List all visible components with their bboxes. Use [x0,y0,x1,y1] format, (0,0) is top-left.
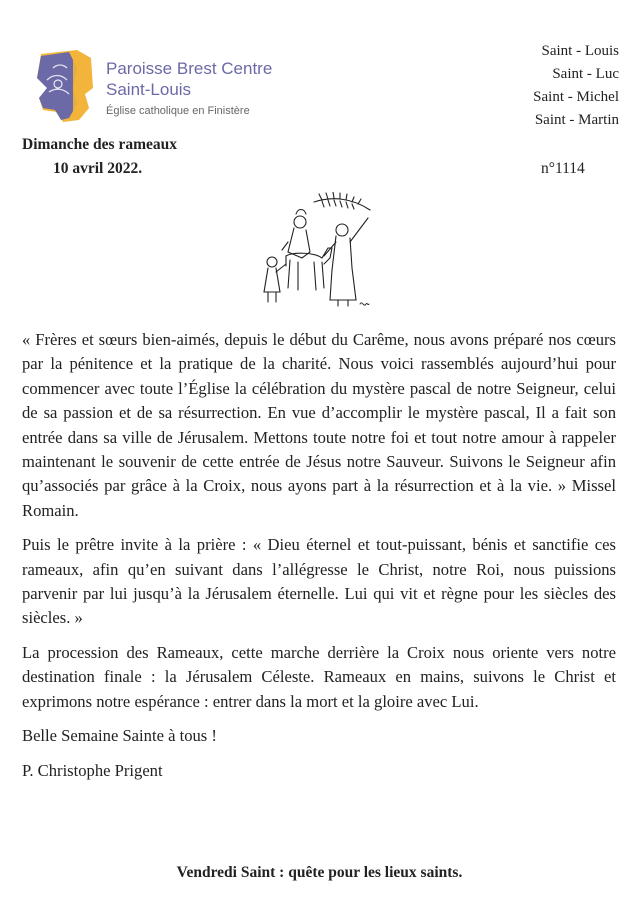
parish-tagline: Église catholique en Finistère [106,105,250,117]
body-paragraph: La procession des Rameaux, cette marche derrière la Croix nous oriente vers notre destination finale : la Jérusalem Céleste. Rameaux en mains, suivons le Christ et exprimons notre espérance : entrer dans la mort et la gloire avec Lui. [22,642,616,711]
parish-list [533,40,619,132]
bulletin-date: 10 avril 2022. [53,160,143,177]
parish-item: Saint - Louis [541,43,619,59]
bulletin-body [22,328,616,797]
palm-sunday-illustration [252,192,380,312]
parish-logo-icon [33,48,103,124]
body-paragraph: Belle Semaine Sainte à tous ! [22,726,217,746]
parish-item: Saint - Michel [533,89,619,105]
bulletin-occasion: Dimanche des rameaux [22,136,177,153]
parish-item: Saint - Luc [552,66,619,82]
bulletin-issue-number: n°1114 [541,160,585,177]
parish-item: Saint - Martin [534,112,619,128]
body-paragraph: Puis le prêtre invite à la prière : « Dieu éternel et tout-puissant, bénis et sanctifie ces rameaux, afin qu’en suivant dans l’allégresse le Christ, notre Roi, nous puissions parvenir par lui jusqu’à la Jérusalem éternelle. Lui qui vit et règne pour les siècles des siècles. » [22,535,616,628]
body-paragraph: « Frères et sœurs bien-aimés, depuis le début du Carême, nous avons préparé nos cœurs par la pénitence et la pratique de la charité. Nous voici rassemblés aujourd’hui pour commencer avec toute l’Église la célébration du mystère pascal de notre Seigneur, celui de sa passion et de sa résurrection. En vue d’accomplir le mystère pascal, Il a fait son entrée dans sa ville de Jérusalem. Mettons toute notre foi et tout notre amour à rappeler maintenant le souvenir de cette entrée de Jésus notre Sauveur. Suivons le Seigneur afin qu’associés par grâce à la Croix, nous ayons part à la résurrection et à la vie. » Missel Romain. [22,330,616,520]
signature: P. Christophe Prigent [22,760,163,780]
parish-name-block [106,58,272,119]
parish-name-line1: Paroisse Brest Centre [106,59,273,78]
parish-name-line2: Saint-Louis [106,80,192,99]
footer-note: Vendredi Saint : quête pour les lieux saints. [176,864,463,881]
